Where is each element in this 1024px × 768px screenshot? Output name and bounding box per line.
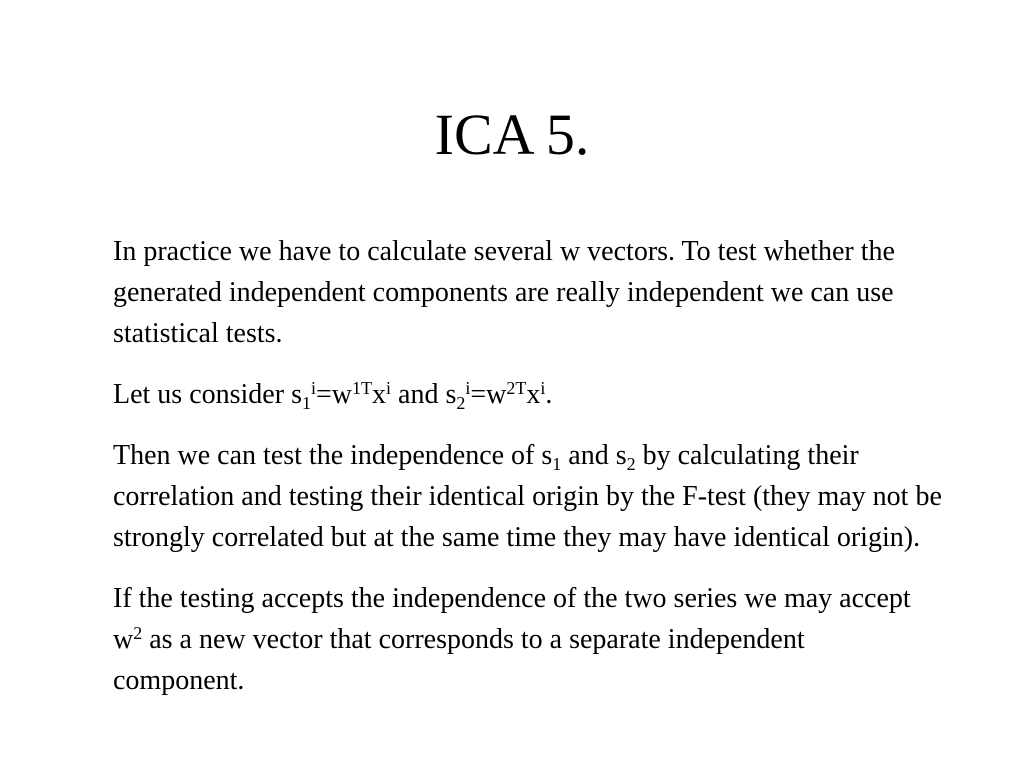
test-rest: by calculating their correlation and testing their identical origin by the F-test (they may not be strongly correlated but at the same time they may have identical origin). <box>113 440 942 553</box>
s2-subscript: 2 <box>456 393 466 413</box>
x2-superscript: i <box>540 378 546 398</box>
consider-end: . <box>545 379 553 410</box>
w2-superscript: 2T <box>506 378 527 398</box>
equals-w2: =w <box>470 379 507 410</box>
x2-text: x <box>526 379 541 410</box>
accept-lead: If the testing accepts the independence of the two series we may accept w <box>113 583 911 655</box>
accept-w-superscript: 2 <box>133 623 143 643</box>
and-s2: and s <box>391 379 457 410</box>
test-s2-subscript: 2 <box>626 454 636 474</box>
s1-superscript: i <box>310 378 316 398</box>
test-lead: Then we can test the independence of s <box>113 440 553 471</box>
paragraph-consider <box>113 374 943 415</box>
paragraph-independence-test <box>113 435 943 558</box>
accept-rest: as a new vector that corresponds to a separate independent component. <box>113 624 805 696</box>
s2-superscript: i <box>465 378 471 398</box>
consider-lead: Let us consider s <box>113 379 302 410</box>
equals-w1: =w <box>315 379 352 410</box>
w1-superscript: 1T <box>352 378 372 398</box>
test-and-s2: and s <box>561 440 627 471</box>
x1-superscript: i <box>386 378 392 398</box>
s1-subscript: 1 <box>301 393 311 413</box>
test-s1-subscript: 1 <box>552 454 562 474</box>
slide-body <box>113 231 943 721</box>
paragraph-accept <box>113 578 943 701</box>
slide-title: ICA 5. <box>434 102 590 167</box>
paragraph-practice: In practice we have to calculate several w vectors. To test whether the generated independent components are really independent we can use statistical tests. <box>113 236 895 349</box>
x1-text: x <box>372 379 386 410</box>
